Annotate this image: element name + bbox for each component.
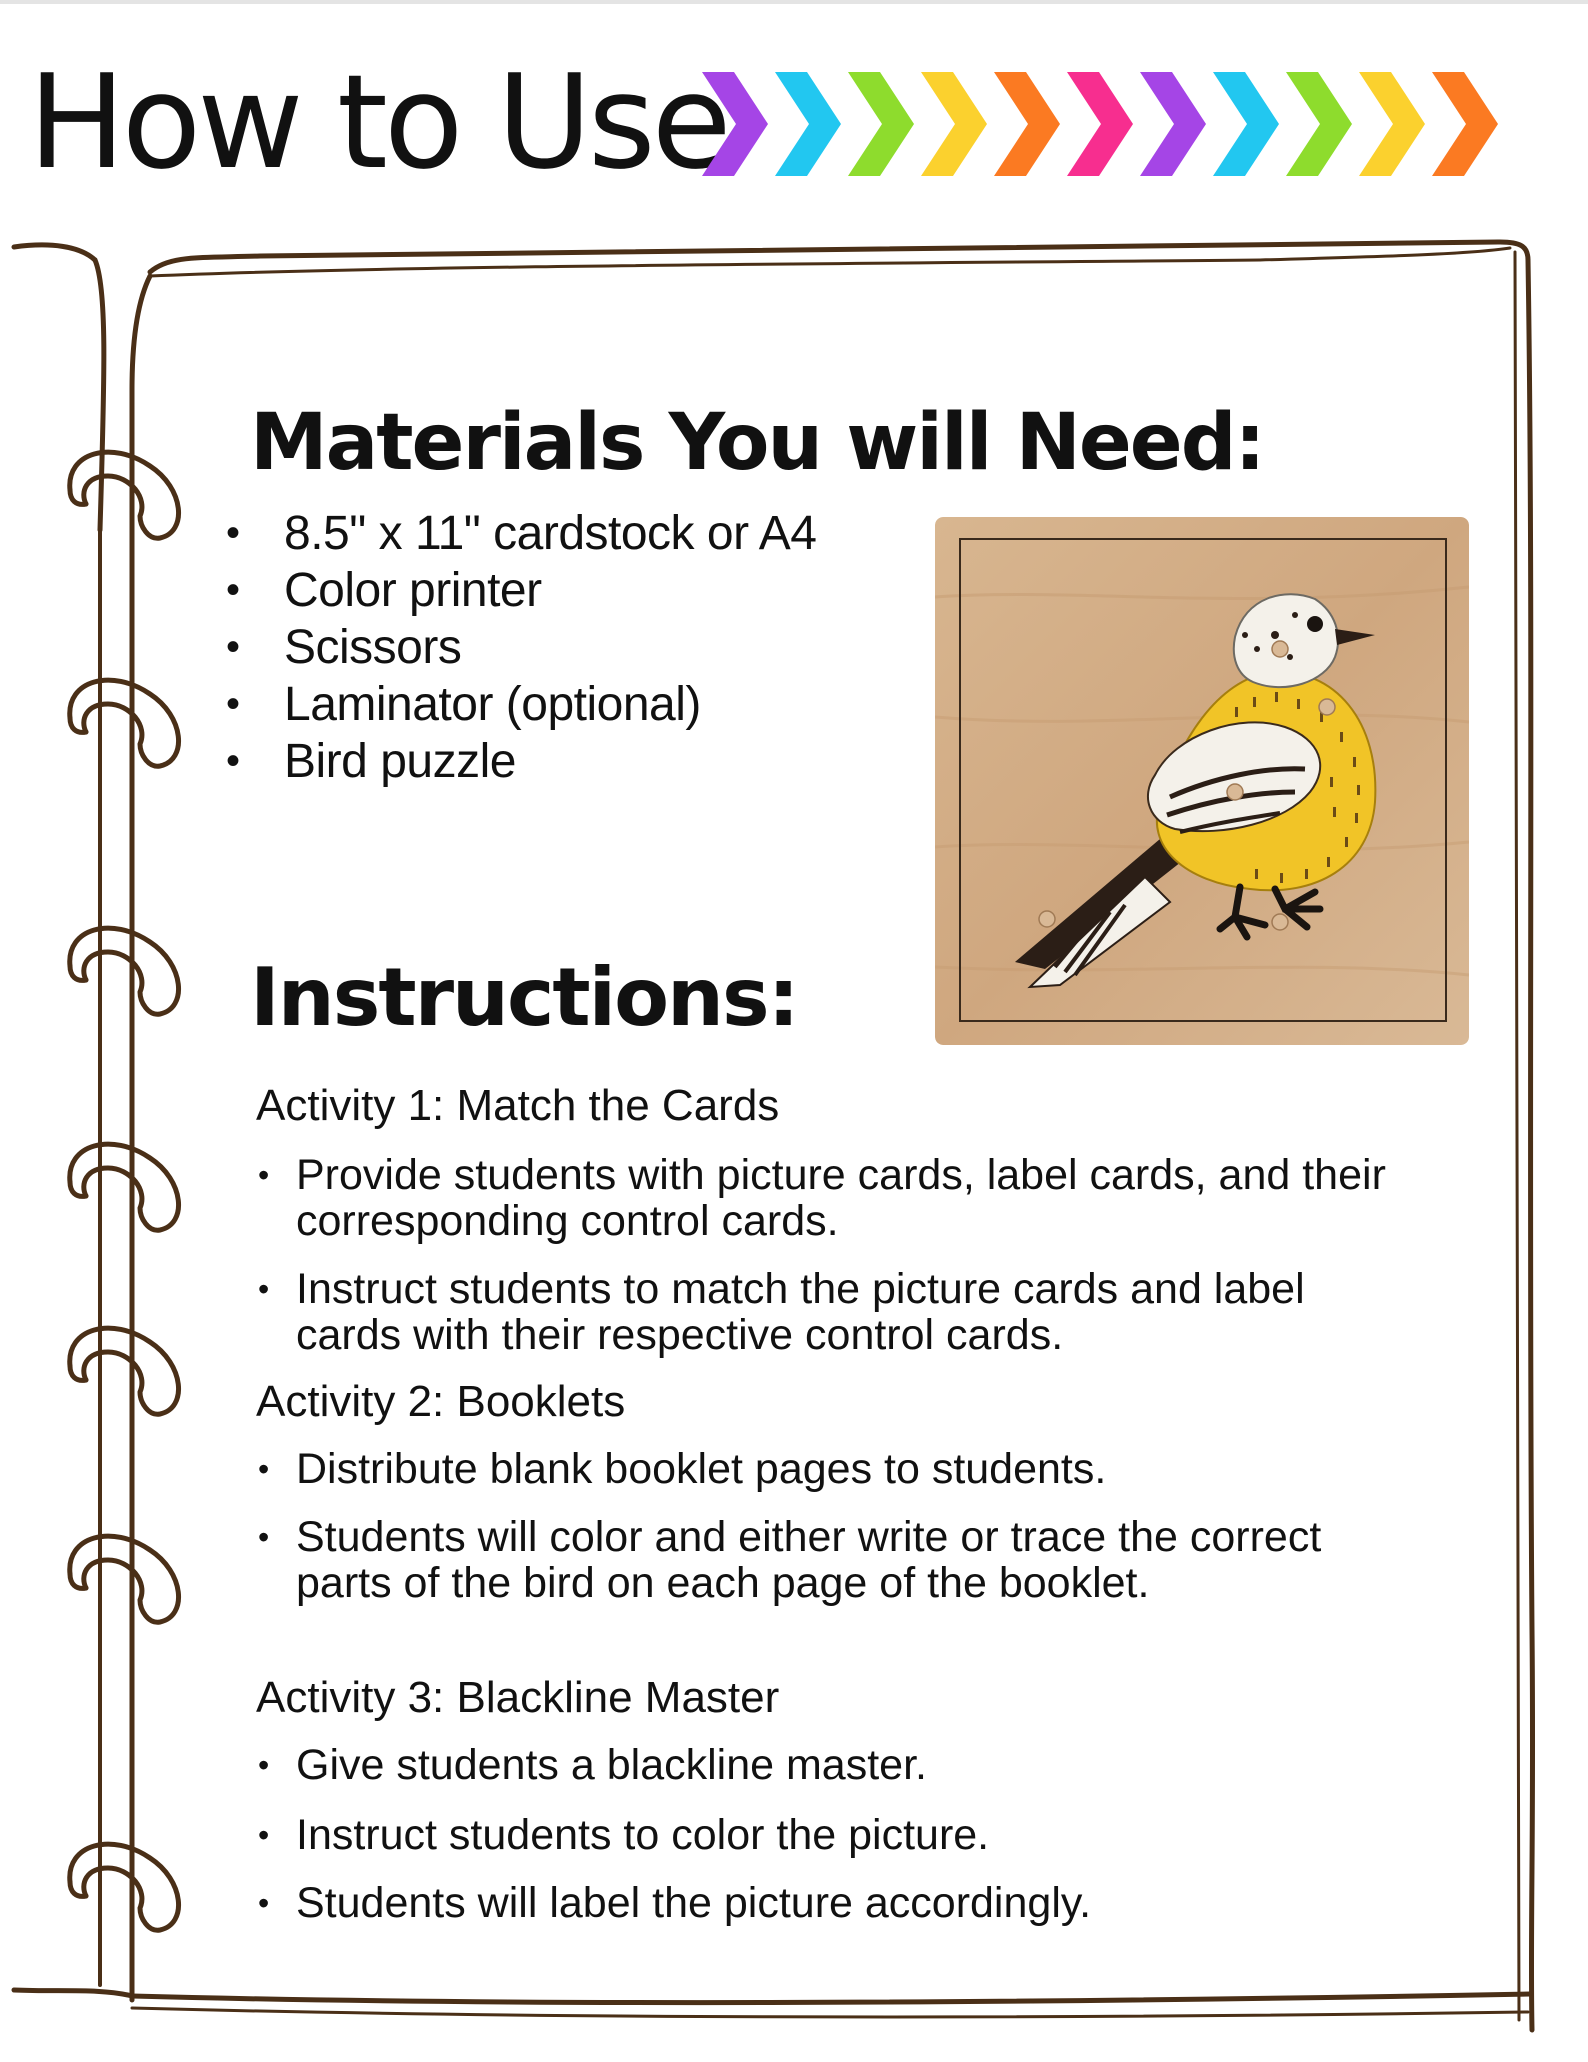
list-item: • Give students a blackline master. bbox=[256, 1742, 1396, 1788]
binder-ring-icon bbox=[70, 452, 179, 538]
list-item: • Color printer bbox=[222, 562, 816, 619]
binder-ring-icon bbox=[70, 1328, 179, 1414]
chevron-arrow-icon bbox=[994, 72, 1060, 176]
list-item: • Provide students with picture cards, label cards, and their corresponding control cards. bbox=[256, 1152, 1396, 1244]
bird-puzzle-image bbox=[935, 517, 1469, 1045]
chevron-arrow-icon bbox=[1140, 72, 1206, 176]
activity-2-steps bbox=[256, 1446, 1396, 1606]
list-item: • Instruct students to color the picture. bbox=[256, 1812, 1396, 1858]
activity-1-title: Activity 1: Match the Cards bbox=[256, 1081, 780, 1130]
activity-3-steps bbox=[256, 1742, 1396, 1926]
list-item: • Instruct students to match the picture cards and label cards with their respective control cards. bbox=[256, 1266, 1396, 1358]
chevron-arrow-icon bbox=[1359, 72, 1425, 176]
binder-ring-icon bbox=[70, 1844, 179, 1930]
materials-heading: Materials You will Need: bbox=[250, 398, 1264, 488]
list-item: • Students will color and either write or trace the correct parts of the bird on each page of the booklet. bbox=[256, 1514, 1336, 1606]
chevron-arrow-icon bbox=[1432, 72, 1498, 176]
page-title: How to Use bbox=[28, 46, 728, 198]
chevron-arrow-icon bbox=[1067, 72, 1133, 176]
activity-3-title: Activity 3: Blackline Master bbox=[256, 1673, 780, 1722]
chevron-arrow-icon bbox=[1213, 72, 1279, 176]
list-item: • 8.5" x 11" cardstock or A4 bbox=[222, 505, 816, 562]
chevron-arrow-icon bbox=[702, 72, 768, 176]
chevron-arrow-icon bbox=[775, 72, 841, 176]
binder-ring-icon bbox=[70, 680, 179, 766]
chevron-arrow-icon bbox=[921, 72, 987, 176]
top-border-line bbox=[0, 0, 1588, 4]
list-item: • Laminator (optional) bbox=[222, 676, 816, 733]
activity-2-title: Activity 2: Booklets bbox=[256, 1377, 626, 1426]
chevron-arrows-decoration bbox=[700, 68, 1542, 180]
chevron-arrow-icon bbox=[1286, 72, 1352, 176]
instructions-heading: Instructions: bbox=[250, 951, 798, 1044]
chevron-arrow-icon bbox=[848, 72, 914, 176]
list-item: • Students will label the picture accordingly. bbox=[256, 1880, 1396, 1926]
materials-list bbox=[222, 505, 816, 790]
list-item: • Bird puzzle bbox=[222, 733, 816, 790]
binder-ring-icon bbox=[70, 1144, 179, 1230]
binder-ring-icon bbox=[70, 1536, 179, 1622]
list-item: • Scissors bbox=[222, 619, 816, 676]
list-item: • Distribute blank booklet pages to students. bbox=[256, 1446, 1396, 1492]
activity-1-steps bbox=[256, 1152, 1396, 1358]
binder-ring-icon bbox=[70, 928, 179, 1014]
